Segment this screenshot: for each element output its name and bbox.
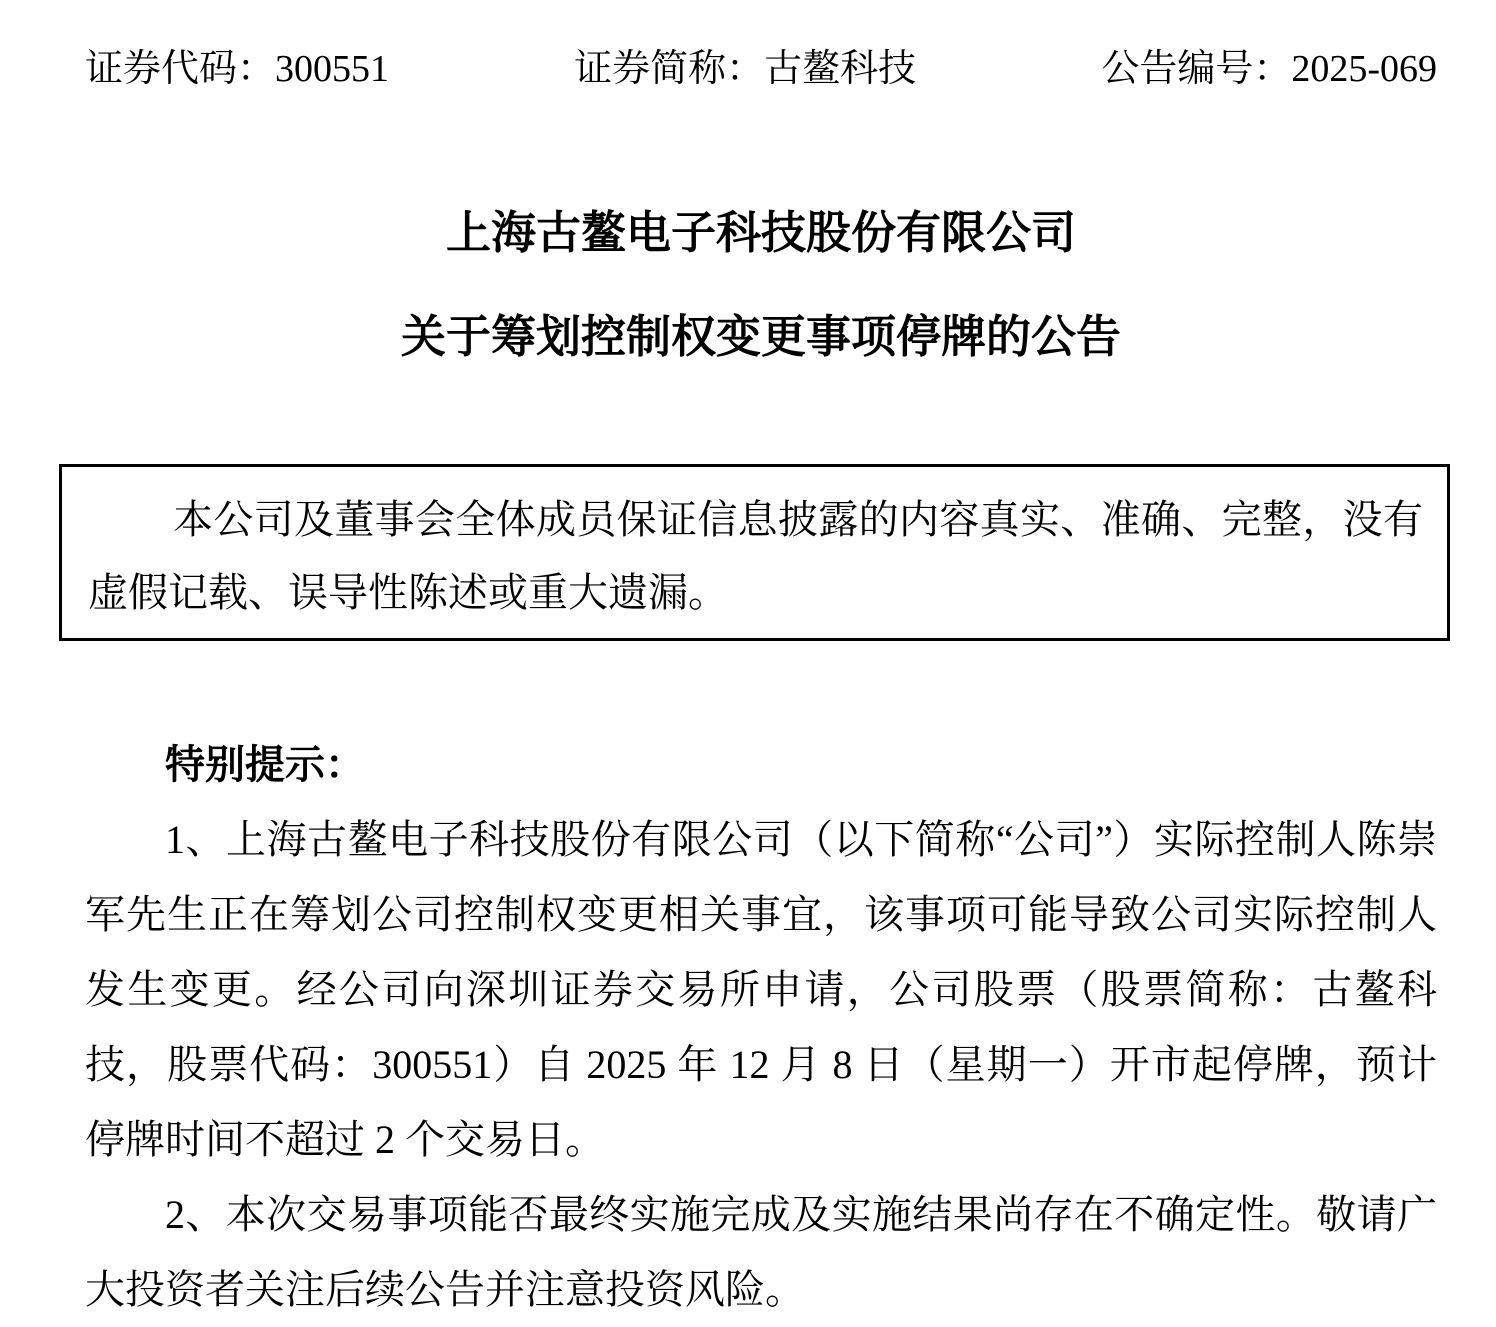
stock-short-name: 证券简称：古鳌科技 <box>574 48 917 90</box>
disclaimer-box <box>59 464 1450 641</box>
announcement-subject-title: 关于筹划控制权变更事项停牌的公告 <box>400 312 1121 362</box>
paragraph-1: 1、上海古鳌电子科技股份有限公司（以下简称“公司”）实际控制人陈崇军先生正在筹划公司控制权变更相关事宜，该事项可能导致公司实际控制人发生变更。经公司向深圳证券交易所申请，公司股票（股票简称：古鳌科技，股票代码：300551）自 2025 年 12 月 8 日（星期一）开市起停牌，预计停牌时间不超过 2 个交易日。 <box>85 817 1437 1162</box>
company-name-title: 上海古鳌电子科技股份有限公司 <box>445 208 1076 258</box>
stock-code: 证券代码：300551 <box>85 48 390 90</box>
document-header <box>85 46 1437 92</box>
paragraph-2: 2、本次交易事项能否最终实施完成及实施结果尚存在不确定性。敬请广大投资者关注后续公告并注意投资风险。 <box>85 1192 1437 1312</box>
special-notice-heading: 特别提示： <box>165 742 365 787</box>
disclaimer-text: 本公司及董事会全体成员保证信息披露的内容真实、准确、完整，没有虚假记载、误导性陈述或重大遗漏。 <box>88 497 1423 615</box>
announcement-number: 公告编号：2025-069 <box>1101 48 1437 90</box>
